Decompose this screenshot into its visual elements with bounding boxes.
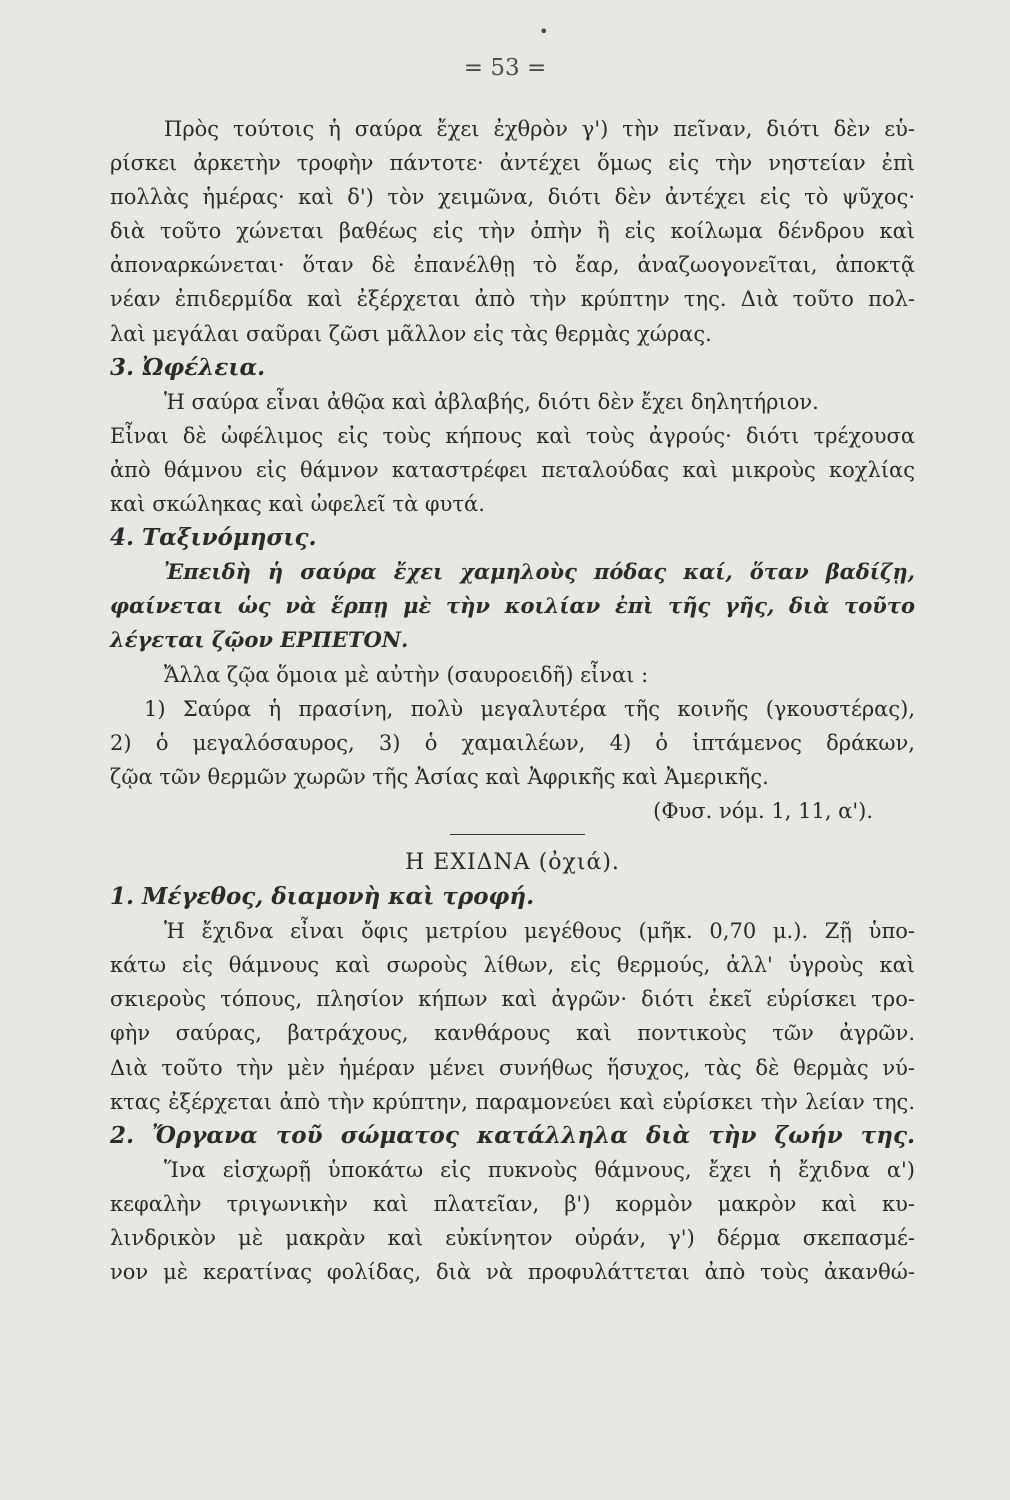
text-line: λινδρικὸν μὲ μακρὰν καὶ εὐκίνητον οὐράν, γ') δέρμα σκεπασμέ- [110,1226,915,1250]
text-line: Ἄλλα ζῷα ὅμοια μὲ αὐτὴν (σαυροειδῆ) εἶναι : [164,662,649,687]
section-heading: 1. Μέγεθος, διαμονὴ καὶ τροφή. [110,883,535,911]
text-line: κάτω εἰς θάμνους καὶ σωροὺς λίθων, εἰς θερμούς, ἀλλ' ὑγροὺς καὶ [110,953,915,978]
text-line: διὰ τοῦτο χώνεται βαθέως εἰς τὴν ὀπὴν ἢ εἰς κοίλωμα δένδρου καὶ [110,219,915,244]
reference-note: (Φυσ. νόμ. 1, 11, α'). [653,798,873,823]
text-line: σκιεροὺς τόπους, πλησίον κήπων καὶ ἀγρῶν· διότι ἐκεῖ εὑρίσκει τρο- [110,987,915,1012]
text-line: 2) ὁ μεγαλόσαυρος, 3) ὁ χαμαιλέων, 4) ὁ ἱπτάμενος δράκων, [110,730,915,755]
section-heading: 4. Ταξινόμησις. [110,524,317,552]
text-line: Ἡ σαύρα εἶναι ἀθῷα καὶ ἀβλαβής, διότι δὲν ἔχει δηλητήριον. [164,389,819,414]
divider [110,828,915,846]
text-line: καὶ σκώληκας καὶ ὠφελεῖ τὰ φυτά. [110,492,485,517]
text-line: κτας ἐξέρχεται ἀπὸ τὴν κρύπτην, παραμονεύει καὶ εὑρίσκει τὴν λείαν της. [110,1089,915,1114]
text-line: φὴν σαύρας, βατράχους, κανθάρους καὶ ποντικοὺς τῶν ἀγρῶν. [110,1021,915,1046]
text-line: Πρὸς τούτοις ἡ σαύρα ἔχει ἐχθρὸν γ') τὴν πεῖναν, διότι δὲν εὑ- [164,117,915,141]
text-line: Ἡ ἔχιδνα εἶναι ὄφις μετρίου μεγέθους (μῆκ. 0,70 μ.). Ζῇ ὑπο- [164,919,915,944]
text-line: λαὶ μεγάλαι σαῦραι ζῶσι μᾶλλον εἰς τὰς θερμὰς χώρας. [110,321,712,346]
text-line: λέγεται ζῷον ΕΡΠΕΤΟΝ. [110,627,409,653]
page-number: = 53 = [463,55,547,81]
text-line: Ἐπειδὴ ἡ σαύρα ἔχει χαμηλοὺς πόδας καί, ὅταν βαδίζῃ, [164,559,915,585]
text-line: κεφαλὴν τριγωνικὴν καὶ πλατεῖαν, β') κορμὸν μακρὸν καὶ κυ- [110,1191,915,1216]
text-line: ζῷα τῶν θερμῶν χωρῶν τῆς Ἀσίας καὶ Ἀφρικῆς καὶ Ἀμερικῆς. [110,764,769,789]
section-heading: 2. Ὄργανα τοῦ σώματος κατάλληλα διὰ τὴν ζωήν της. [110,1121,915,1149]
text-line: νον μὲ κερατίνας φολίδας, διὰ νὰ προφυλάττεται ἀπὸ τοὺς ἀκανθώ- [110,1260,915,1285]
chapter-title: Η ΕΧΙΔΝΑ (ὀχιά). [405,849,620,875]
top-mark: • [539,22,549,41]
text-line: Διὰ τοῦτο τὴν μὲν ἡμέραν μένει συνήθως ἥσυχος, τὰς δὲ θερμὰς νύ- [110,1055,915,1080]
text-line: Εἶναι δὲ ὠφέλιμος εἰς τοὺς κήπους καὶ τοὺς ἀγρούς· διότι τρέχουσα [110,423,915,448]
body-text [110,112,915,1289]
text-line: 1) Σαύρα ἡ πρασίνη, πολὺ μεγαλυτέρα τῆς κοινῆς (γκουστέρας), [144,696,915,721]
section-heading: 3. Ὠφέλεια. [110,353,266,381]
text-line: ἀποναρκώνεται· ὅταν δὲ ἐπανέλθῃ τὸ ἔαρ, ἀναζωογονεῖται, ἀποκτᾷ [110,253,915,278]
text-line: νέαν ἐπιδερμίδα καὶ ἐξέρχεται ἀπὸ τὴν κρύπτην της. Διὰ τοῦτο πολ- [110,287,915,312]
text-line: ρίσκει ἀρκετὴν τροφὴν πάντοτε· ἀντέχει ὅμως εἰς τὴν νηστείαν ἐπὶ [110,151,915,176]
text-line: Ἵνα εἰσχωρῇ ὑποκάτω εἰς πυκνοὺς θάμνους, ἔχει ἡ ἔχιδνα α') [164,1157,915,1182]
text-line: πολλὰς ἡμέρας· καὶ δ') τὸν χειμῶνα, διότι δὲν ἀντέχει εἰς τὸ ψῦχος· [110,185,915,210]
text-line: φαίνεται ὡς νὰ ἕρπῃ μὲ τὴν κοιλίαν ἐπὶ τῆς γῆς, διὰ τοῦτο [110,593,915,619]
text-line: ἀπὸ θάμνου εἰς θάμνον καταστρέφει πεταλούδας καὶ μικροὺς κοχλίας [110,457,915,482]
